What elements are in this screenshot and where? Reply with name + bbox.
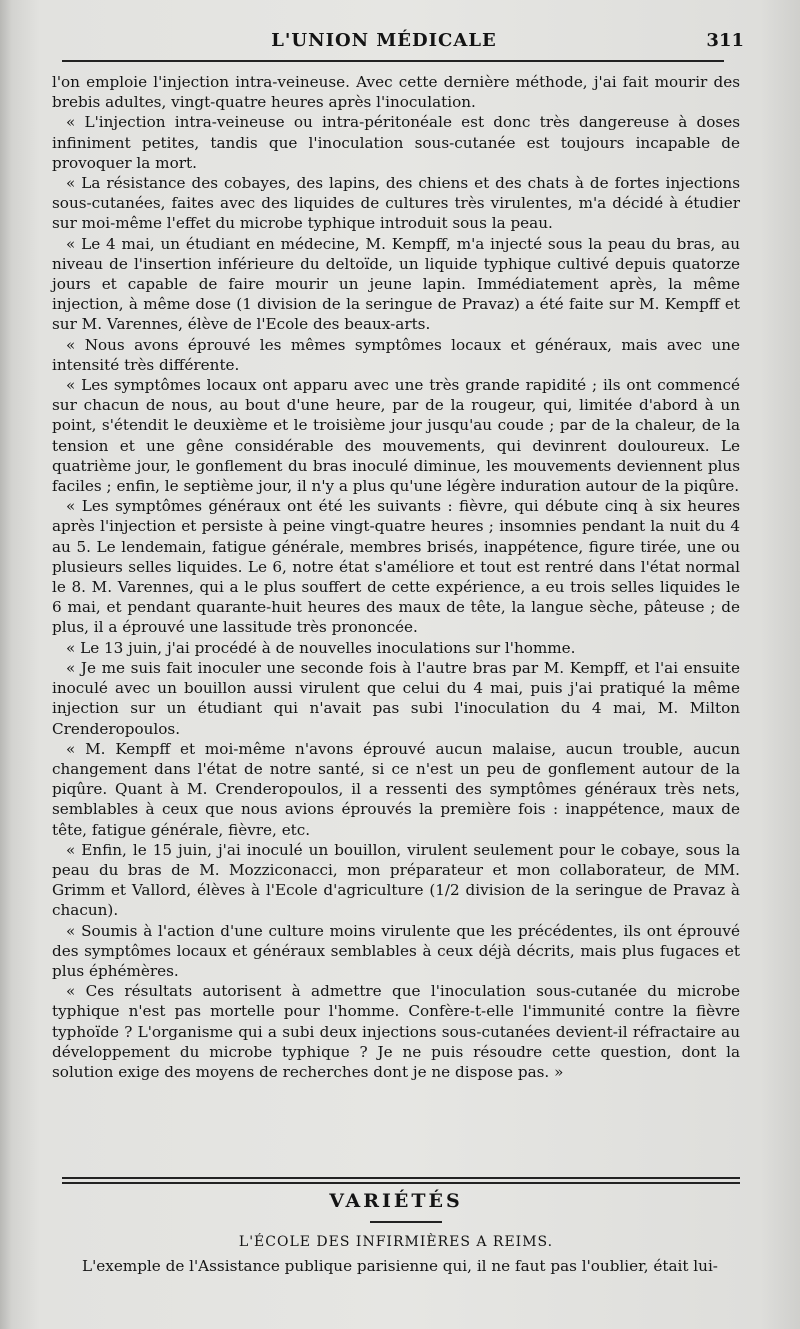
header-rule [62, 60, 724, 62]
paragraph: « L'injection intra-veineuse ou intra-péritonéale est donc très dangereuse à doses infiniment petites, tandis que l'inoculation sous-cutanée est toujours incapable de provoquer la mort. [52, 113, 740, 172]
paragraph: « Nous avons éprouvé les mêmes symptômes locaux et généraux, mais avec une intensité très différente. [52, 335, 740, 374]
paragraph: « Le 4 mai, un étudiant en médecine, M. Kempff, m'a injecté sous la peau du bras, au niveau de l'insertion inférieure du deltoïde, un liquide typhique cultivé depuis quatorze jours et capable de faire mourir un jeune lapin. Immédiatement après, la même injection, à même dose (1 division de la seringue de Pravaz) a été faite sur M. Kempff et sur M. Varennes, élève de l'Ecole des beaux-arts. [52, 234, 740, 334]
section-divider [62, 1177, 740, 1184]
paragraph: « Enfin, le 15 juin, j'ai inoculé un bouillon, virulent seulement pour le cobaye, sous la peau du bras de M. Mozziconacci, mon préparateur et mon collaborateur, de MM. Grimm et Vallord, élèves à l'Ecole d'agriculture (1/2 division de la seringue de Pravaz à chacun). [52, 840, 740, 920]
paragraph: « La résistance des cobayes, des lapins, des chiens et des chats à de fortes injections sous-cutanées, faites avec des liquides de cultures très virulentes, m'a décidé à étudier sur moi-même l'effet du microbe typhique introduit sous la peau. [52, 174, 740, 233]
section-title-rule [370, 1221, 442, 1223]
paragraph: « M. Kempff et moi-même n'avons éprouvé aucun malaise, aucun trouble, aucun changement dans l'état de notre santé, si ce n'est un peu de gonflement autour de la piqûre. Quant à M. Crenderopoulos, il a ressenti des symptômes généraux très nets, semblables à ceux que nous avions éprouvés la première fois : inappétence, maux de tête, fatigue générale, fièvre, etc. [52, 739, 740, 839]
section-title: VARIÉTÉS [329, 1190, 463, 1212]
section-first-line: L'exemple de l'Assistance publique parisienne qui, il ne faut pas l'oublier, était lui- [82, 1257, 718, 1275]
paragraph: « Ces résultats autorisent à admettre que l'inoculation sous-cutanée du microbe typhique n'est pas mortelle pour l'homme. Confère-t-elle l'immunité contre la fièvre typhoïde ? L'organisme qui a subi deux injections sous-cutanées devient-il réfractaire au développement du microbe typhique ? Je ne puis résoudre cette question, dont la solution exige des moyens de recherches dont je ne dispose pas. » [52, 982, 740, 1081]
paragraph: « Les symptômes généraux ont été les suivants : fièvre, qui débute cinq à six heures après l'injection et persiste à peine vingt-quatre heures ; insomnies pendant la nuit du 4 au 5. Le lendemain, fatigue générale, membres brisés, inappétence, figure tirée, une ou plusieurs selles liquides. Le 6, notre état s'améliore et tout est rentré dans l'état normal le 8. M. Varennes, qui a le plus souffert de cette expérience, a eu trois selles liquides le 6 mai, et pendant quarante-huit heures des maux de tête, la langue sèche, pâteuse ; de plus, il a éprouvé une lassitude très prononcée. [52, 497, 740, 637]
page-number: 311 [706, 30, 744, 51]
subsection-title: L'ÉCOLE DES INFIRMIÈRES A REIMS. [238, 1234, 554, 1250]
paragraph: « Soumis à l'action d'une culture moins virulente que les précédentes, ils ont éprouvé des symptômes locaux et généraux semblables à ceux déjà décrits, mais plus fugaces et plus éphémères. [52, 921, 740, 980]
paragraph: « Les symptômes locaux ont apparu avec une très grande rapidité ; ils ont commencé sur chacun de nous, au bout d'une heure, par de la rougeur, qui, limitée d'abord à un point, s'étendit le deuxième et le troisième jour jusqu'au coude ; par de la chaleur, de la tension et une gêne considérable des mouvements, qui devinrent douloureux. Le quatrième jour, le gonflement du bras inoculé diminue, les mouvements deviennent plus faciles ; enfin, le septième jour, il n'y a plus qu'une légère induration autour de la piqûre. [52, 376, 740, 496]
paragraph: « Je me suis fait inoculer une seconde fois à l'autre bras par M. Kempff, et l'ai ensuite inoculé avec un bouillon aussi virulent que celui du 4 mai, puis j'ai pratiqué la même injection sur un étudiant qui n'avait pas subi l'inoculation du 4 mai, M. Milton Crenderopoulos. [52, 658, 740, 738]
paragraph: « Le 13 juin, j'ai procédé à de nouvelles inoculations sur l'homme. [66, 638, 576, 657]
paragraph: l'on emploie l'injection intra-veineuse. Avec cette dernière méthode, j'ai fait mourir des brebis adultes, vingt-quatre heures après l'inoculation. [52, 73, 740, 112]
article-body [52, 72, 740, 1082]
journal-title: L'UNION MÉDICALE [271, 30, 497, 51]
running-head [30, 30, 744, 58]
